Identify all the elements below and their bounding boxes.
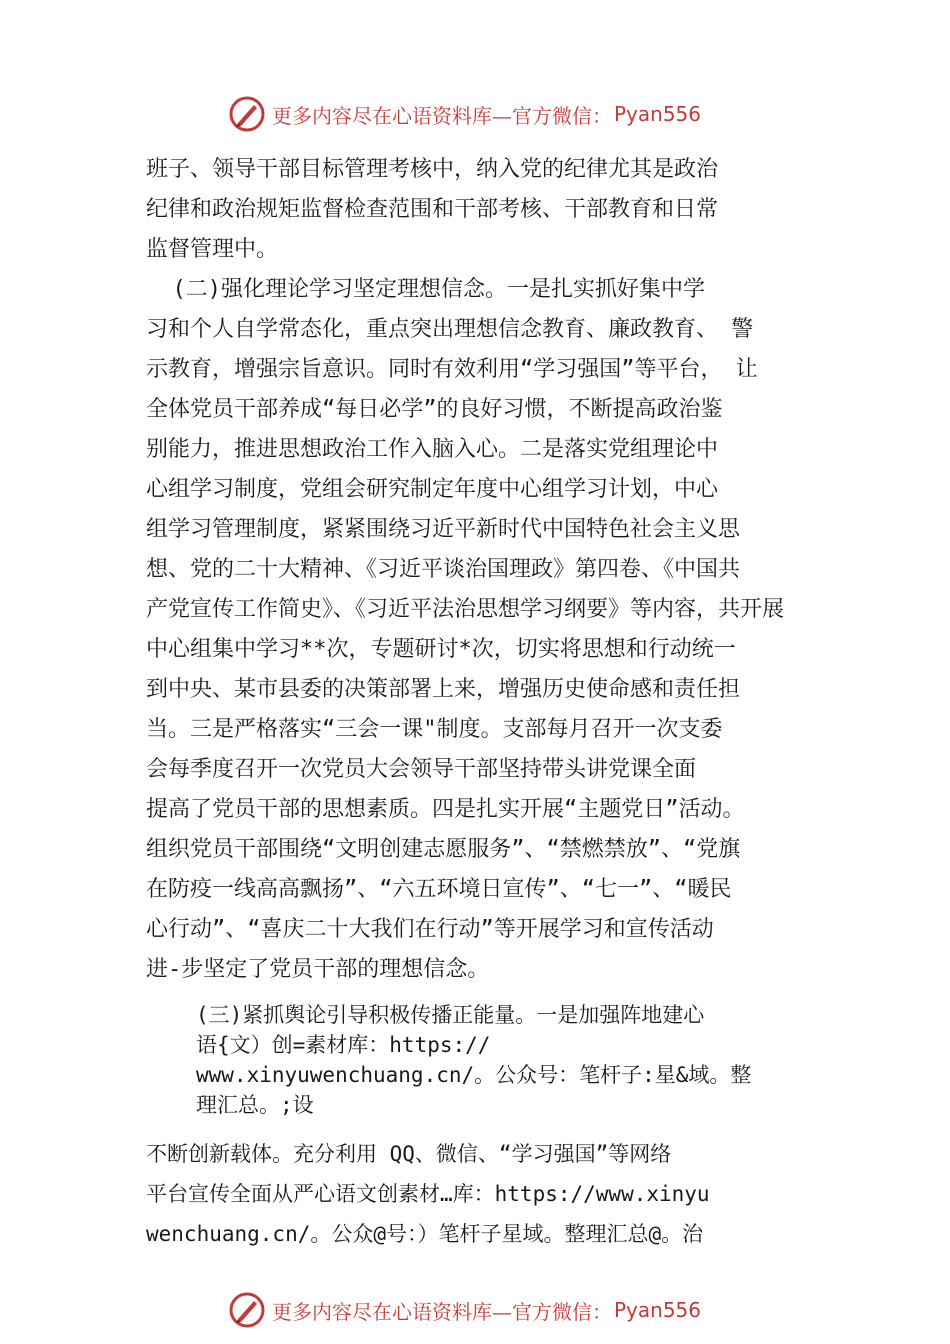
text-line: 组织党员干部围绕“文明创建志愿服务”、“禁燃禁放”、“党旗	[146, 837, 741, 862]
text-line: 心行动”、“喜庆二十大我们在行动”等开展学习和宣传活动	[146, 917, 714, 942]
text-line: 全体党员干部养成“每日必学”的良好习惯，不断提高政治鉴	[146, 397, 723, 422]
text-line: 习和个人自学常态化，重点突出理想信念教育、廉政教育、 警	[146, 317, 754, 342]
text-line: 提高了党员干部的思想素质。四是扎实开展“主题党日”活动。	[146, 797, 745, 822]
text-line: 监督管理中。	[146, 237, 279, 262]
text-line: 班子、领导干部目标管理考核中，纳入党的纪律尤其是政治	[146, 157, 719, 182]
text-line: 示教育，增强宗旨意识。同时有效利用“学习强国”等平台， 让	[146, 357, 758, 382]
text-line: (二)强化理论学习坚定理想信念。一是扎实抓好集中学	[146, 277, 705, 302]
banner-wechat-id: Pyan556	[614, 1298, 702, 1322]
text-line: 进-步坚定了党员干部的理想信念。	[146, 957, 490, 982]
text-line: 心组学习制度，党组会研究制定年度中心组学习计划，中心	[146, 477, 719, 502]
text-line: 会每季度召开一次党员大会领导干部坚持带头讲党课全面	[146, 757, 697, 782]
text-line: 别能力，推进思想政治工作入脑入心。二是落实党组理论中	[146, 437, 719, 462]
text-line: 纪律和政治规矩监督检查范围和干部考核、干部教育和日常	[146, 197, 719, 222]
header-banner	[228, 94, 701, 134]
text-line: 在防疫一线高高飘扬”、“六五环境日宣传”、“七一”、“暖民	[146, 877, 732, 902]
text-line: 语{文）创=素材库：https://	[196, 1033, 491, 1057]
text-line: 组学习管理制度，紧紧围绕习近平新时代中国特色社会主义思	[146, 517, 741, 542]
pen-logo-icon	[228, 1291, 266, 1329]
text-line: (三)紧抓舆论引导积极传播正能量。一是加强阵地建心	[196, 1003, 705, 1027]
text-line: 到中央、某市县委的决策部署上来，增强历史使命感和责任担	[146, 677, 741, 702]
text-line: www.xinyuwenchuang.cn/。公众号：笔杆子:星&域。整	[196, 1063, 752, 1087]
text-line: 理汇总。;设	[196, 1093, 314, 1117]
footer-banner	[228, 1290, 701, 1330]
banner-wechat-id: Pyan556	[614, 102, 702, 126]
text-line: 中心组集中学习**次，专题研讨*次，切实将思想和行动统一	[146, 637, 736, 662]
text-line: 想、党的二十大精神、《习近平谈治国理政》第四卷、《中国共	[146, 557, 741, 582]
banner-slogan: 更多内容尽在心语资料库—官方微信：	[272, 103, 612, 128]
text-line: wenchuang.cn/。公众@号：）笔杆子星域。整理汇总@。治	[146, 1222, 704, 1246]
banner-slogan: 更多内容尽在心语资料库—官方微信：	[272, 1299, 612, 1324]
text-line: 产党宣传工作简史》、《习近平法治思想学习纲要》等内容，共开展	[146, 597, 785, 622]
body-paragraphs-main	[146, 150, 826, 990]
text-line: 不断创新载体。充分利用 QQ、微信、“学习强国”等网络	[146, 1142, 672, 1166]
body-paragraph-section-three	[196, 1000, 876, 1120]
body-paragraph-continuation	[146, 1134, 826, 1254]
pen-logo-icon	[228, 95, 266, 133]
text-line: 平台宣传全面从严心语文创素材…库：https://www.xinyu	[146, 1182, 710, 1206]
text-line: 当。三是严格落实“三会一课"制度。支部每月召开一次支委	[146, 717, 723, 742]
